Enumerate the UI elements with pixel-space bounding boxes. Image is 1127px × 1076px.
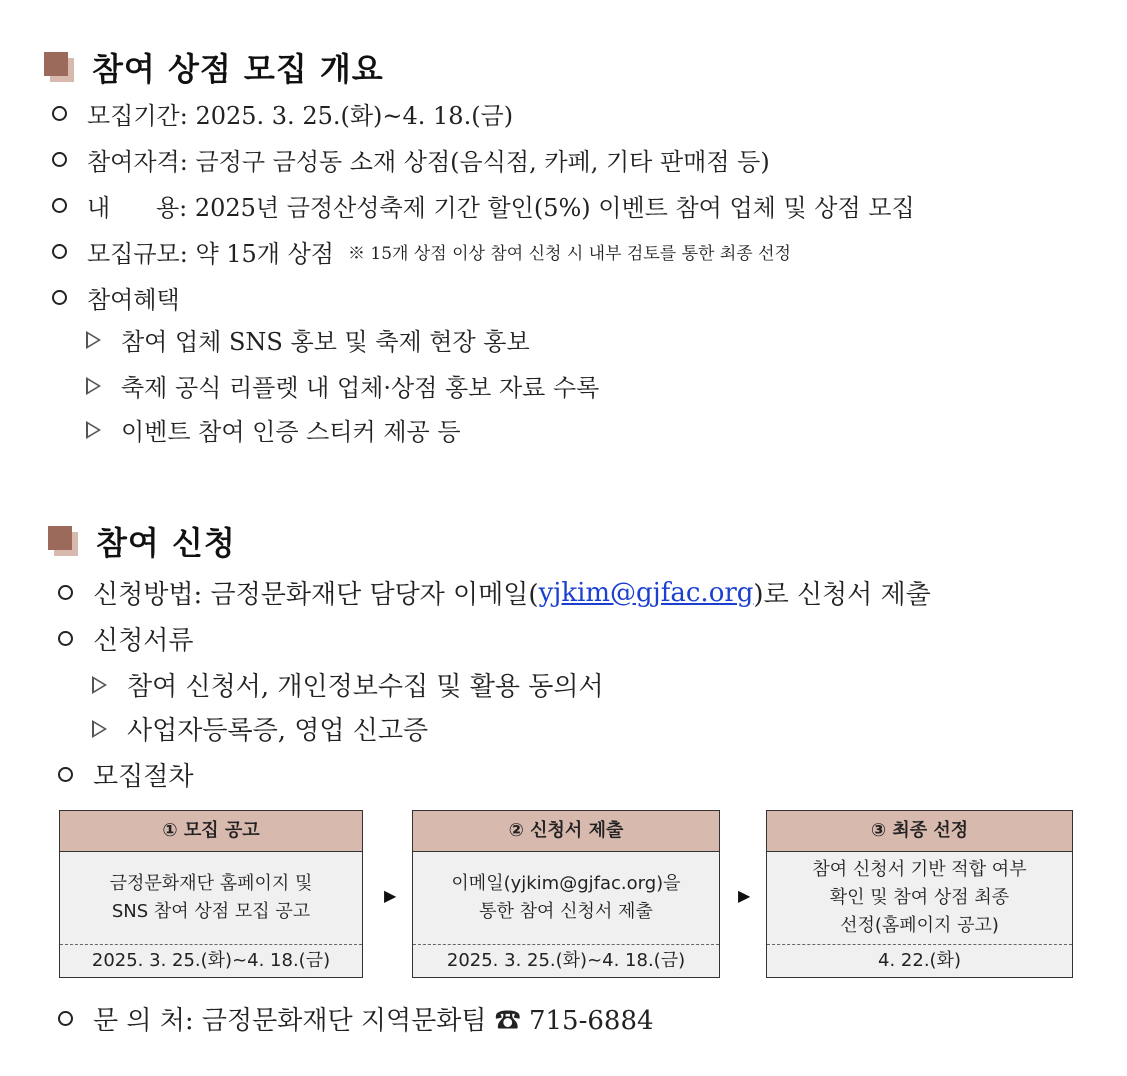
benefit-item xyxy=(86,322,530,357)
step-date: 2025. 3. 25.(화)~4. 18.(금) xyxy=(60,945,362,977)
section-title-application xyxy=(48,518,236,564)
application-method xyxy=(58,574,931,611)
triangle-bullet-icon xyxy=(92,720,107,738)
circle-bullet-icon xyxy=(58,1011,73,1026)
docs-label: 신청서류 xyxy=(93,626,194,656)
application-procedure xyxy=(58,756,193,793)
overview-item-text: 내 용: 2025년 금정산성축제 기간 할인(5%) 이벤트 참여 업체 및 상점 모집 xyxy=(87,194,915,222)
step-date: 2025. 3. 25.(화)~4. 18.(금) xyxy=(413,945,719,977)
doc-item xyxy=(92,710,428,747)
circle-bullet-icon xyxy=(58,631,73,646)
circle-bullet-icon xyxy=(52,152,67,167)
step-body-text: 참여 신청서 기반 적합 여부 확인 및 참여 상점 최종 선정(홈페이지 공고) xyxy=(812,859,1027,936)
section-square-icon xyxy=(48,526,78,556)
circle-bullet-icon xyxy=(52,244,67,259)
overview-item-text: 모집규모: 약 15개 상점 xyxy=(87,240,334,268)
benefit-text: 축제 공식 리플렛 내 업체·상점 홍보 자료 수록 xyxy=(121,374,600,402)
overview-item-text: 참여자격: 금정구 금성동 소재 상점(음식점, 카페, 기타 판매점 등) xyxy=(87,148,770,176)
step-body-text: 이메일(yjkim@gjfac.org)을 통한 참여 신청서 제출 xyxy=(451,873,681,922)
circle-bullet-icon xyxy=(52,198,67,213)
arrow-right-icon: ▶ xyxy=(384,886,397,905)
step-date: 4. 22.(화) xyxy=(767,945,1072,977)
scale-note: ※ 15개 상점 이상 참여 신청 시 내부 검토를 통한 최종 선정 xyxy=(347,244,791,264)
step-body xyxy=(767,852,1072,945)
step-title: ③ 최종 선정 xyxy=(767,811,1072,852)
overview-item-text: 모집기간: 2025. 3. 25.(화)~4. 18.(금) xyxy=(87,102,514,130)
step-body xyxy=(413,852,719,945)
application-docs xyxy=(58,620,193,657)
step-title: ② 신청서 제출 xyxy=(413,811,719,852)
overview-item-benefits xyxy=(52,280,180,315)
section-title-text: 참여 상점 모집 개요 xyxy=(92,50,384,88)
benefit-text: 참여 업체 SNS 홍보 및 축제 현장 홍보 xyxy=(121,328,530,356)
benefit-item xyxy=(86,368,599,403)
arrow-right-icon: ▶ xyxy=(738,886,751,905)
overview-item-content xyxy=(52,188,915,223)
method-prefix-text: 신청방법: 금정문화재단 담당자 이메일( xyxy=(93,580,539,610)
circle-bullet-icon xyxy=(52,290,67,305)
overview-item-eligibility xyxy=(52,142,770,177)
circle-bullet-icon xyxy=(58,767,73,782)
doc-item xyxy=(92,666,604,703)
step-box-submission xyxy=(412,810,720,978)
triangle-bullet-icon xyxy=(92,676,107,694)
email-link[interactable]: yjkim@gjfac.org xyxy=(538,577,754,608)
triangle-bullet-icon xyxy=(86,421,101,439)
circle-bullet-icon xyxy=(58,585,73,600)
step-box-selection xyxy=(766,810,1073,978)
step-body-text: 금정문화재단 홈페이지 및 SNS 참여 상점 모집 공고 xyxy=(109,873,313,922)
step-box-announcement xyxy=(59,810,363,978)
overview-item-scale xyxy=(52,234,791,269)
method-suffix-text: )로 신청서 제출 xyxy=(753,580,931,610)
section-square-icon xyxy=(44,52,74,82)
step-title: ① 모집 공고 xyxy=(60,811,362,852)
benefit-item xyxy=(86,412,461,447)
section-title-overview xyxy=(44,44,384,90)
circle-bullet-icon xyxy=(52,106,67,121)
triangle-bullet-icon xyxy=(86,331,101,349)
overview-item-text: 참여혜택 xyxy=(87,286,180,314)
doc-text: 참여 신청서, 개인정보수집 및 활용 동의서 xyxy=(127,672,604,702)
benefit-text: 이벤트 참여 인증 스티커 제공 등 xyxy=(121,418,461,446)
triangle-bullet-icon xyxy=(86,377,101,395)
section-title-text: 참여 신청 xyxy=(96,524,236,562)
step-body xyxy=(60,852,362,945)
procedure-label: 모집절차 xyxy=(93,762,194,792)
contact-info xyxy=(58,1000,654,1037)
overview-item-period xyxy=(52,96,513,131)
doc-text: 사업자등록증, 영업 신고증 xyxy=(127,716,429,746)
contact-text: 문 의 처: 금정문화재단 지역문화팀 ☎ 715-6884 xyxy=(93,1006,654,1036)
